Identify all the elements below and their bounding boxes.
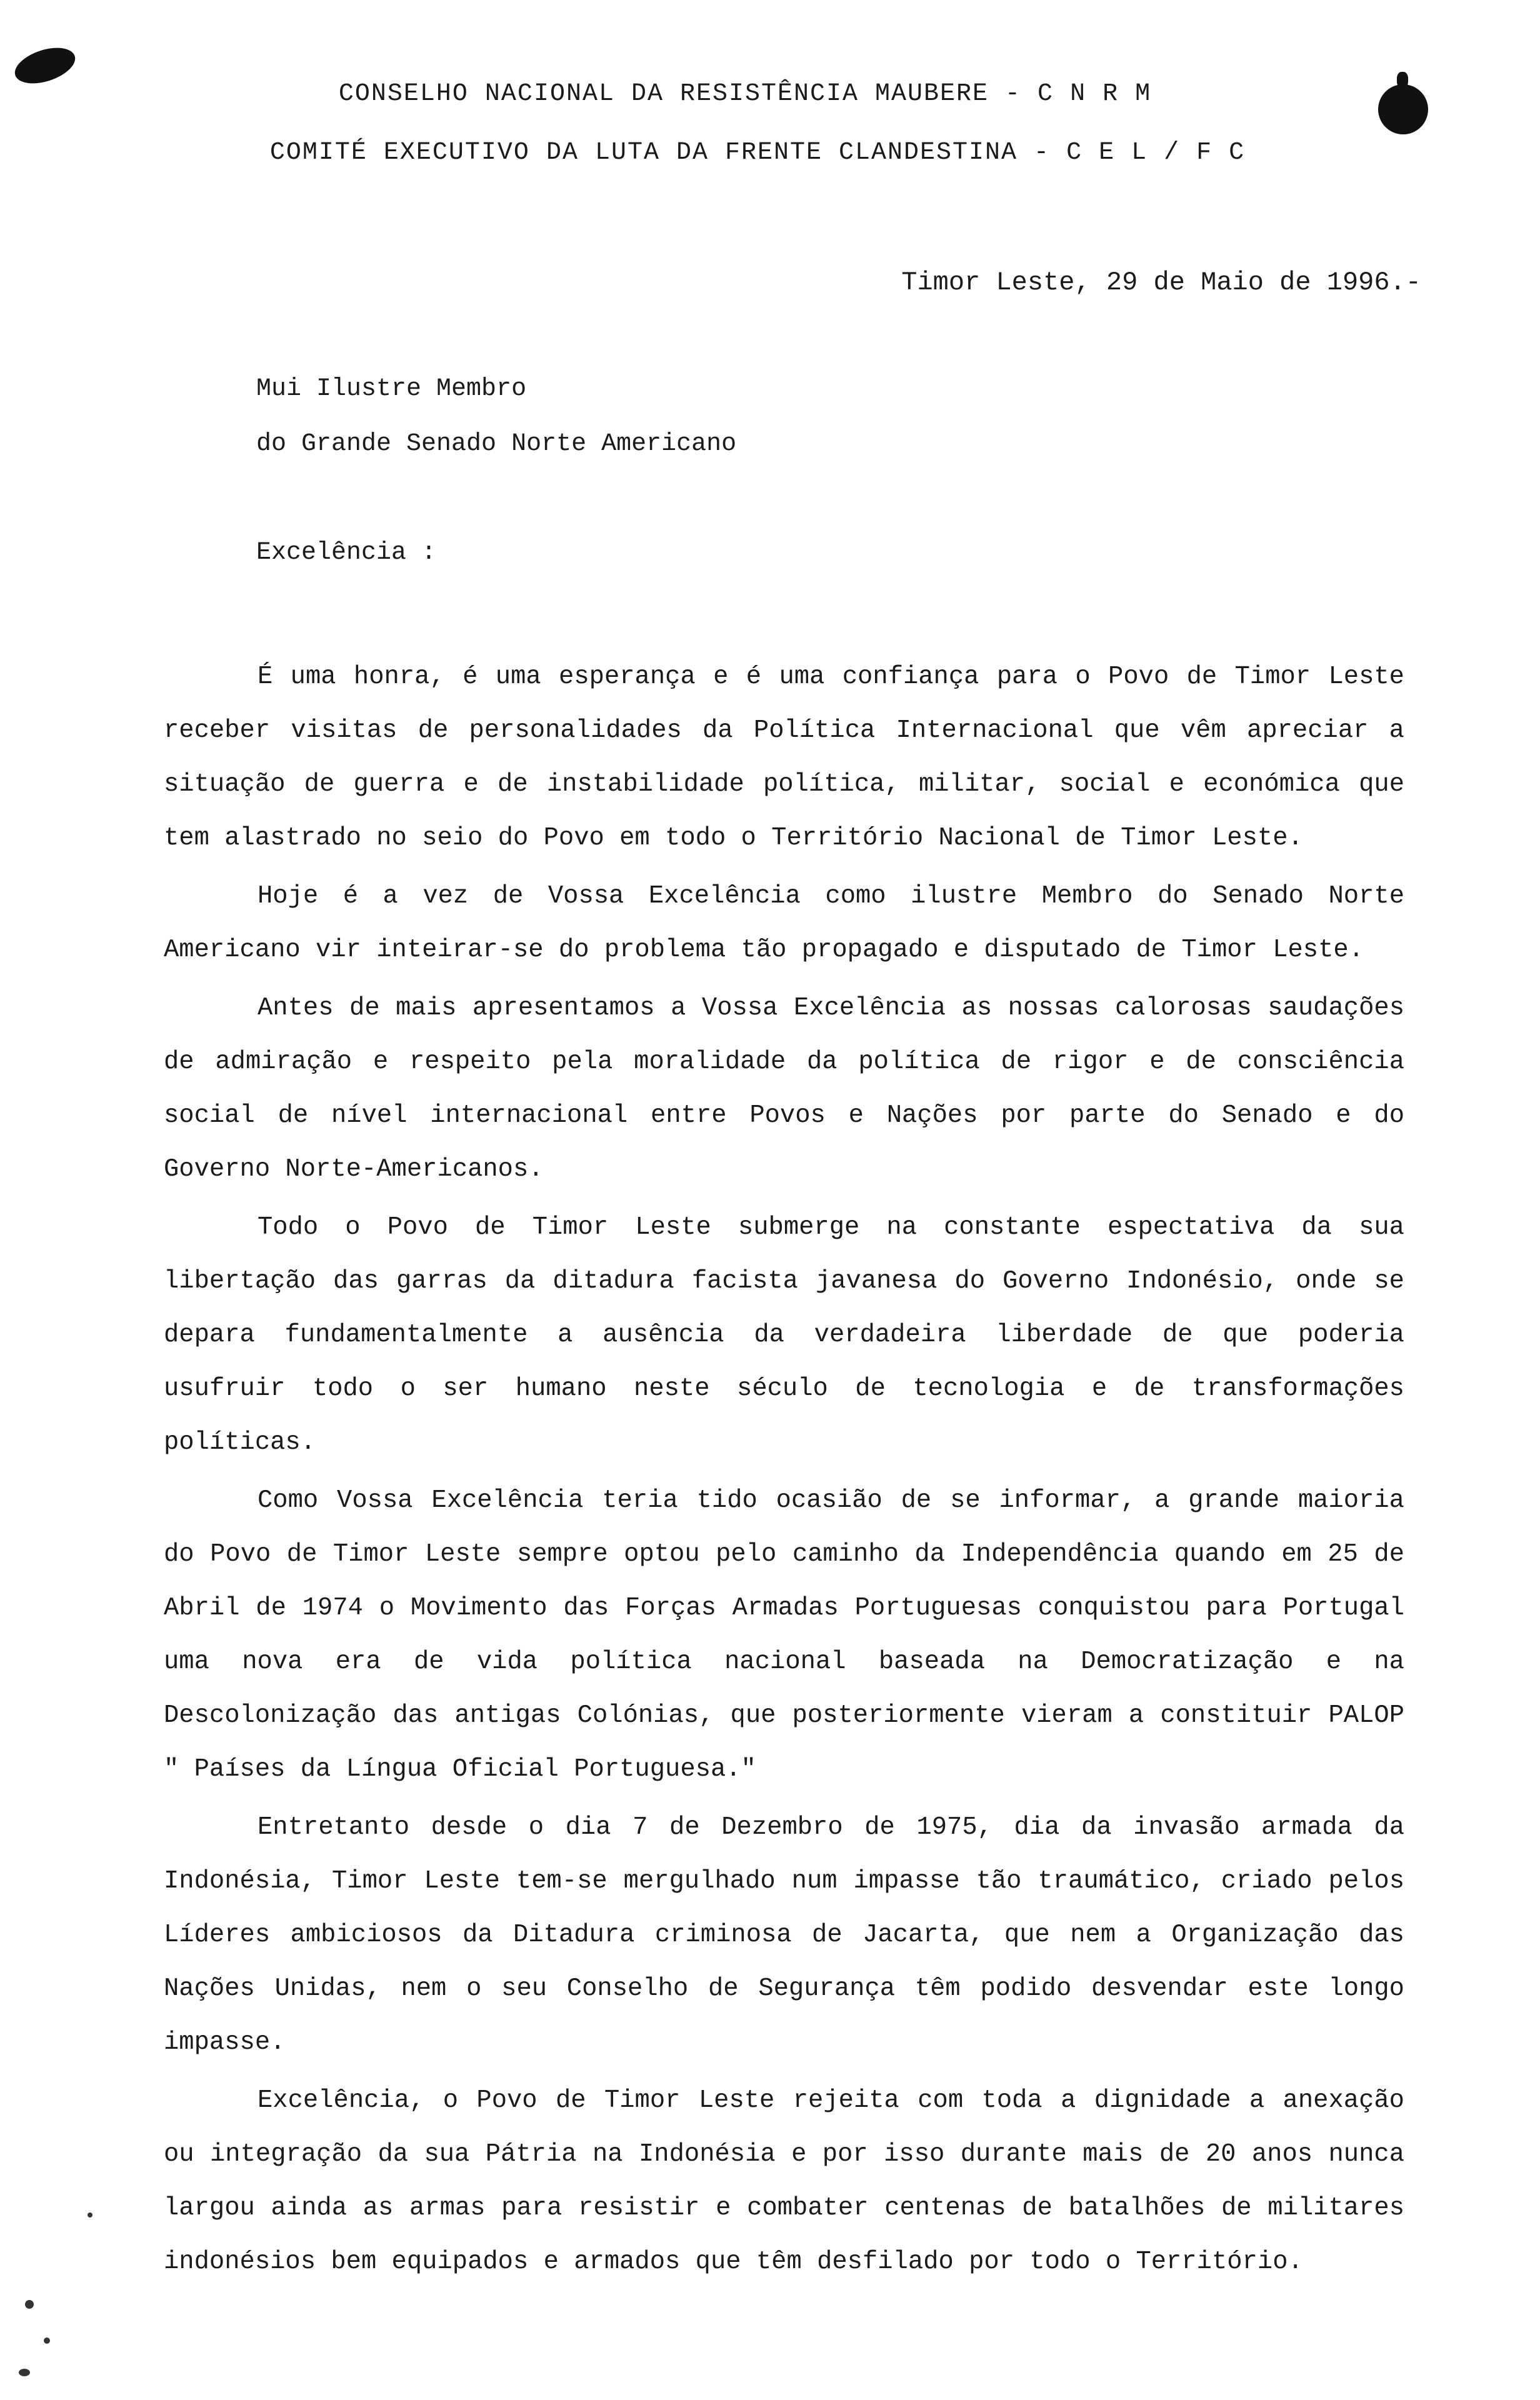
salutation: Excelência :	[256, 539, 437, 567]
paragraph: Hoje é a vez de Vossa Excelência como ilustre Membro do Senado Norte Americano vir inteirar-se do problema tão propagado e disputado de Timor Leste.	[164, 882, 1404, 964]
ink-speck	[88, 2212, 92, 2218]
recipient-line-2: do Grande Senado Norte Americano	[256, 430, 737, 458]
paragraph: Como Vossa Excelência teria tido ocasião de se informar, a grande maioria do Povo de Timor Leste sempre optou pelo caminho da Independência quando em 25 de Abril de 1974 o Movimento das Forças Armadas Portuguesas conquistou para Portugal uma nova era de vida política nacional baseada na Democratização e na Descolonização das antigas Colónias, que posteriormente vieram a constituir PALOP " Países da Língua Oficial Portuguesa."	[164, 1486, 1404, 1784]
ink-speck	[44, 2338, 50, 2344]
header-organization: CONSELHO NACIONAL DA RESISTÊNCIA MAUBERE - C N R M	[338, 80, 1152, 108]
letter-body	[164, 650, 1404, 2289]
paragraph: É uma honra, é uma esperança e é uma confiança para o Povo de Timor Leste receber visitas de personalidades da Política Internacional que vêm apreciar a situação de guerra e de instabilidade política, militar, social e económica que tem alastrado no seio do Povo em todo o Território Nacional de Timor Leste.	[164, 662, 1404, 852]
paragraph: Todo o Povo de Timor Leste submerge na constante espectativa da sua libertação das garras da ditadura facista javanesa do Governo Indonésio, onde se depara fundamentalmente a ausência da verdadeira liberdade de que poderia usufruir todo o ser humano neste século de tecnologia e de transformações políticas.	[164, 1213, 1404, 1457]
paragraph: Excelência, o Povo de Timor Leste rejeita com toda a dignidade a anexação ou integração da sua Pátria na Indonésia e por isso durante mais de 20 anos nunca largou ainda as armas para resistir e combater centenas de batalhões de militares indonésios bem equipados e armados que têm desfilado por todo o Território.	[164, 2086, 1404, 2276]
recipient-line-1: Mui Ilustre Membro	[256, 375, 527, 403]
paragraph: Antes de mais apresentamos a Vossa Excelência as nossas calorosas saudações de admiração e respeito pela moralidade da política de rigor e de consciência social de nível internacional entre Povos e Nações por parte do Senado e do Governo Norte-Americanos.	[164, 994, 1404, 1184]
ink-speck	[19, 2369, 30, 2376]
date-line: Timor Leste, 29 de Maio de 1996.-	[901, 268, 1421, 298]
paragraph: Entretanto desde o dia 7 de Dezembro de 1975, dia da invasão armada da Indonésia, Timor Leste tem-se mergulhado num impasse tão traumático, criado pelos Líderes ambiciosos da Ditadura criminosa de Jacarta, que nem a Organização das Nações Unidas, nem o seu Conselho de Segurança têm podido desvendar este longo impasse.	[164, 1813, 1404, 2057]
ink-speck	[25, 2300, 34, 2309]
header-committee: COMITÉ EXECUTIVO DA LUTA DA FRENTE CLANDESTINA - C E L / F C	[269, 139, 1246, 167]
